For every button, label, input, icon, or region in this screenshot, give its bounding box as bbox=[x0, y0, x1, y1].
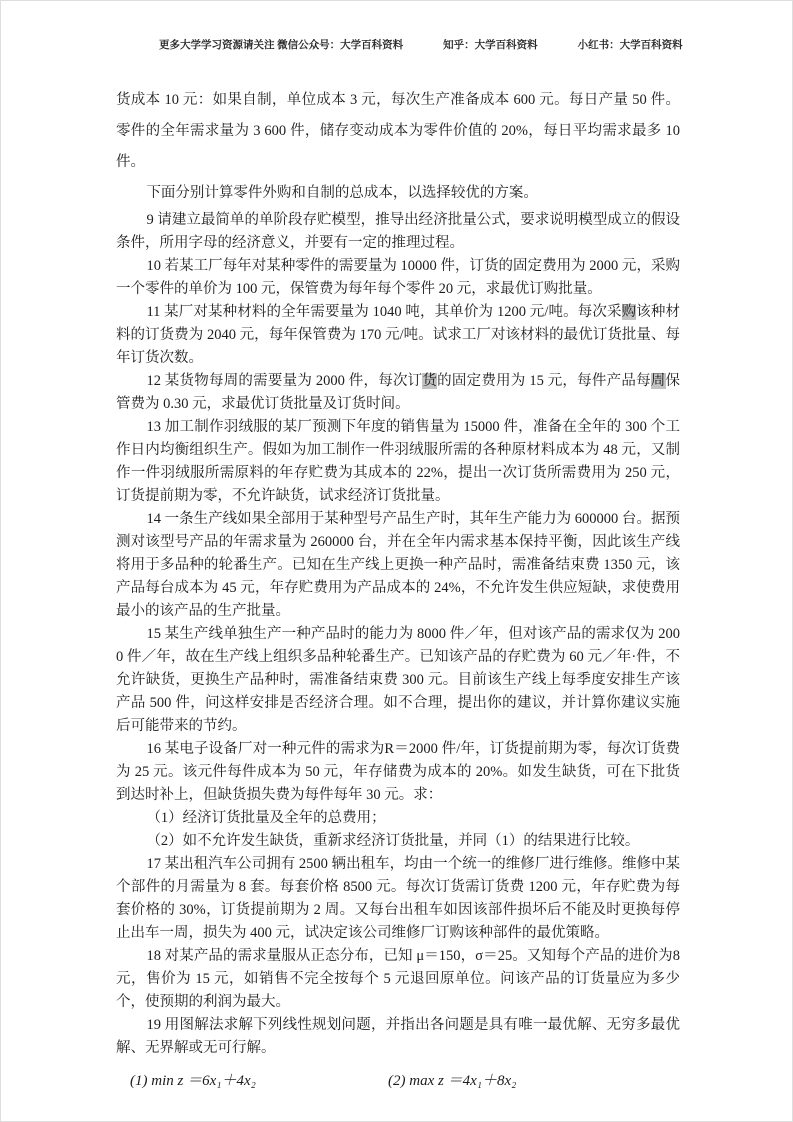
paragraph bbox=[116, 1014, 680, 1060]
paragraph bbox=[116, 416, 680, 508]
text-run: 10 若某工厂每年对某种零件的需要量为 10000 件，订货的固定费用为 2000 元，采购一个零件的单价为 100 元，保管费为每年每个零件 20 元，求最优订购批量。 bbox=[116, 258, 680, 297]
text-run: 16 某电子设备厂对一种元件的需求为R＝2000 件/年，订货提前期为零，每次订货费为 25 元。该元件每件成本为 50 元，年存储费为成本的 20%。如发生缺货，可在下批货到达时补上，但缺货损失费为每件每年 30 元。求： bbox=[116, 741, 680, 803]
text-run: 13 加工制作羽绒服的某厂预测下年度的销售量为 15000 件，准备在全年的 300 个工作日内均衡组织生产。假如为加工制作一件羽绒服所需的各种原材料成本为 48 元，又制作一件羽绒服所需原料的年存贮费为其成本的 22%，提出一次订货所需费用为 250 元，订货提前期为零，不允许缺货，试求经济订货批量。 bbox=[116, 419, 680, 504]
text-run: 15 某生产线单独生产一种产品时的能力为 8000 件／年，但对该产品的需求仅为 2000 件／年，故在生产线上组织多品种轮番生产。已知该产品的存贮费为 60 元／年·件，不允许缺货，更换生产品种时，需准备结束费 300 元。目前该生产线上每季度安排生产该产品 500 件，问这样安排是否经济合理。如不合理，提出你的建议，并计算你建议实施后可能带来的节约。 bbox=[116, 626, 680, 734]
paragraph bbox=[116, 85, 680, 178]
paragraph bbox=[116, 301, 680, 370]
text-run: 9 请建立最简单的单阶段存贮模型，推导出经济批量公式，要求说明模型成立的假设条件，所用字母的经济意义，并要有一定的推理过程。 bbox=[116, 212, 680, 251]
text-run: 下面分别计算零件外购和自制的总成本，以选择较优的方案。 bbox=[146, 185, 538, 201]
paragraph bbox=[116, 853, 680, 945]
document-body bbox=[116, 85, 680, 1093]
paragraph bbox=[116, 945, 680, 1014]
text-run: 17 某出租汽车公司拥有 2500 辆出租车，均由一个统一的维修厂进行维修。维修中某个部件的月需量为 8 套。每套价格 8500 元。每次订货需订货费 1200 元，年存贮费为每套价格的 30%，订货提前期为 2 周。又每台出租车如因该部件损坏后不能及时更换每停止出车一周，损失为 400 元，试决定该公司维修厂订购该种部件的最优策略。 bbox=[116, 856, 680, 941]
text-run: 14 一条生产线如果全部用于某种型号产品生产时，其年生产能力为 600000 台。据预测对该型号产品的年需求量为 260000 台，并在全年内需求基本保持平衡，因此该生产线将用于多品种的轮番生产。已知在生产线上更换一种产品时，需准备结束费 1350 元，该产品每台成本为 45 元，年存贮费用为产品成本的 24%，不允许发生供应短缺，求使费用最小的该产品的生产批量。 bbox=[116, 511, 680, 619]
header-segment: 小红书：大学百科资料 bbox=[577, 40, 683, 51]
paragraph bbox=[116, 255, 680, 301]
paragraph bbox=[116, 738, 680, 807]
header-segment: 更多大学学习资源请关注 微信公众号：大学百科资料 bbox=[159, 40, 404, 51]
text-run: 的固定费用为 15 元，每件产品每 bbox=[437, 373, 651, 389]
text-run: 该种材料的订货费为 2040 元，每年保管费为 170 元/吨。试求工厂对该材料的最优订货批量、每年订货次数。 bbox=[116, 304, 681, 366]
text-run: 保管费为 0.30 元，求最优订货批量及订货时间。 bbox=[116, 373, 681, 412]
paragraph bbox=[116, 623, 680, 738]
paragraph bbox=[116, 807, 680, 830]
header-segment: 知乎：大学百科资料 bbox=[443, 40, 538, 51]
formula: (2) max z ＝4x₁＋8x₂ bbox=[388, 1073, 517, 1089]
paragraph bbox=[116, 178, 680, 209]
formula-line bbox=[116, 1070, 680, 1093]
text-run: 18 对某产品的需求量服从正态分布，已知 μ＝150，σ＝25。又知每个产品的进价为8元，售价为 15 元，如销售不完全按每个 5 元退回原单位。问该产品的订货量应为多少个，使预期的利润为最大。 bbox=[116, 948, 680, 1010]
text-run: （2）如不允许发生缺货，重新求经济订货批量，并同（1）的结果进行比较。 bbox=[146, 833, 640, 849]
highlighted-text: 货 bbox=[422, 373, 438, 389]
text-run: 11 某厂对某种材料的全年需要量为 1040 吨，其单价为 1200 元/吨。每次采 bbox=[146, 304, 622, 320]
paragraph bbox=[116, 209, 680, 255]
page-header bbox=[159, 37, 692, 52]
paragraph bbox=[116, 508, 680, 623]
highlighted-text: 周 bbox=[650, 373, 666, 389]
text-run: 货成本 10 元：如果自制，单位成本 3 元，每次生产准备成本 600 元。每日产量 50 件。零件的全年需求量为 3 600 件，储存变动成本为零件价值的 20%，每日平均需求最多 10 件。 bbox=[116, 92, 680, 170]
text-run: 19 用图解法求解下列线性规划问题，并指出各问题是具有唯一最优解、无穷多最优解、无界解或无可行解。 bbox=[116, 1017, 680, 1056]
paragraph bbox=[116, 830, 680, 853]
highlighted-text: 购 bbox=[621, 304, 637, 320]
text-run: 12 某货物每周的需要量为 2000 件，每次订 bbox=[146, 373, 423, 389]
formula: (1) min z ＝6x₁＋4x₂ bbox=[130, 1073, 256, 1089]
text-run: （1）经济订货批量及全年的总费用； bbox=[146, 810, 386, 826]
paragraph bbox=[116, 370, 680, 416]
